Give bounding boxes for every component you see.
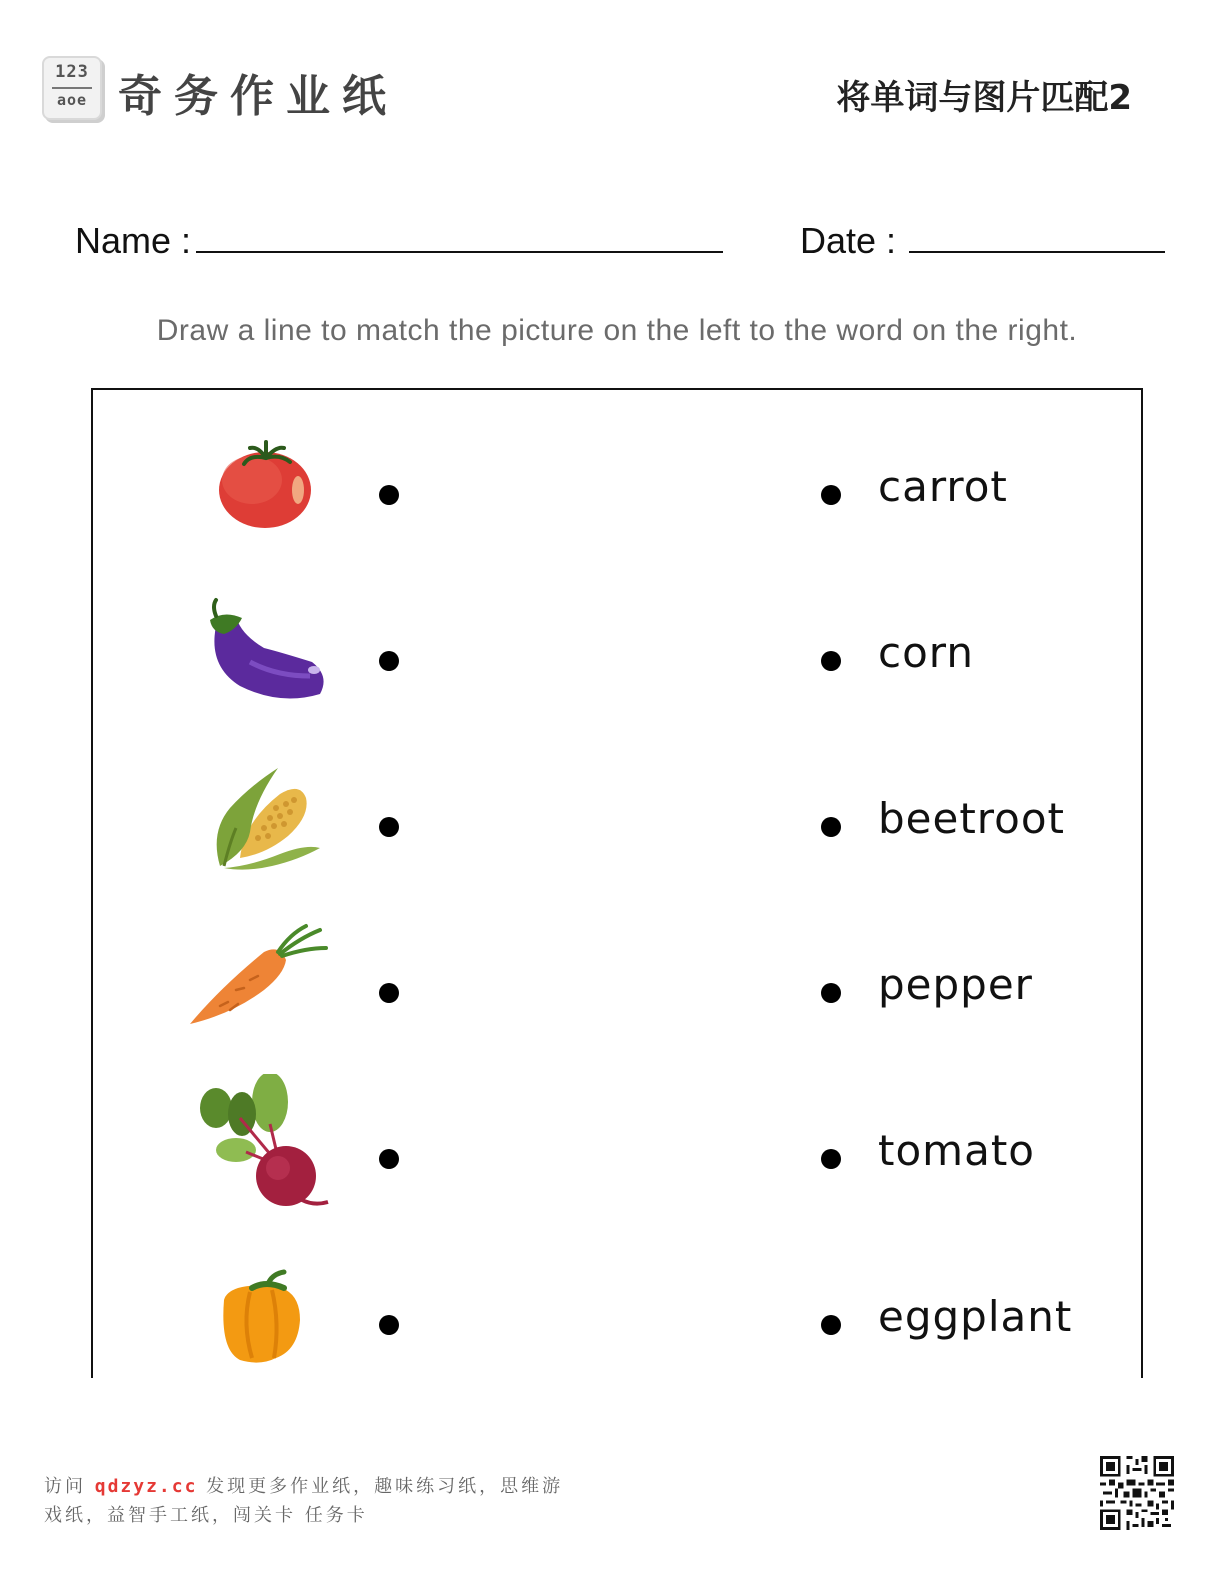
name-label: Name : (75, 220, 192, 261)
footer-visit: 访问 (44, 1476, 86, 1497)
word-label: corn (878, 628, 974, 677)
match-row (0, 410, 1224, 576)
word-dot[interactable] (821, 485, 841, 505)
picture-dot[interactable] (379, 1149, 399, 1169)
pepper-icon (180, 1240, 340, 1390)
match-row (0, 908, 1224, 1074)
word-label: beetroot (878, 794, 1066, 843)
sheet-title: 将单词与图片匹配2 (836, 78, 1132, 118)
name-field[interactable] (196, 251, 723, 253)
footer-line2: 戏纸，益智手工纸，闯关卡 任务卡 (44, 1505, 368, 1526)
footer-note (44, 1472, 604, 1530)
logo-line-bottom: aoe (56, 91, 88, 109)
qr-code-icon (1100, 1456, 1174, 1530)
date-field[interactable] (909, 251, 1165, 253)
instruction-text: Draw a line to match the picture on the left to the word on the right. (156, 314, 1078, 347)
word-dot[interactable] (821, 983, 841, 1003)
word-label: tomato (878, 1126, 1035, 1175)
footer-site-link[interactable]: qdzyz.cc (94, 1476, 198, 1497)
picture-dot[interactable] (379, 485, 399, 505)
word-dot[interactable] (821, 817, 841, 837)
word-label: carrot (878, 462, 1008, 511)
brand-logo (42, 56, 102, 120)
eggplant-icon (180, 576, 340, 726)
match-row (0, 742, 1224, 908)
word-label: eggplant (878, 1292, 1073, 1341)
corn-icon (180, 742, 340, 892)
logo-line-top: 123 (55, 62, 89, 82)
beetroot-icon (180, 1074, 340, 1224)
picture-dot[interactable] (379, 1315, 399, 1335)
match-row (0, 1074, 1224, 1240)
match-row (0, 576, 1224, 742)
picture-dot[interactable] (379, 817, 399, 837)
word-dot[interactable] (821, 1315, 841, 1335)
logo-divider (52, 87, 92, 89)
brand-name: 奇务作业纸 (118, 71, 398, 122)
tomato-icon (180, 410, 340, 560)
carrot-icon (180, 908, 340, 1058)
date-label: Date : (800, 220, 897, 261)
word-dot[interactable] (821, 651, 841, 671)
picture-dot[interactable] (379, 651, 399, 671)
page-header (0, 0, 1224, 140)
word-label: pepper (878, 960, 1033, 1009)
picture-dot[interactable] (379, 983, 399, 1003)
footer-line1: 发现更多作业纸，趣味练习纸，思维游 (206, 1476, 564, 1497)
match-row (0, 1240, 1224, 1406)
word-dot[interactable] (821, 1149, 841, 1169)
